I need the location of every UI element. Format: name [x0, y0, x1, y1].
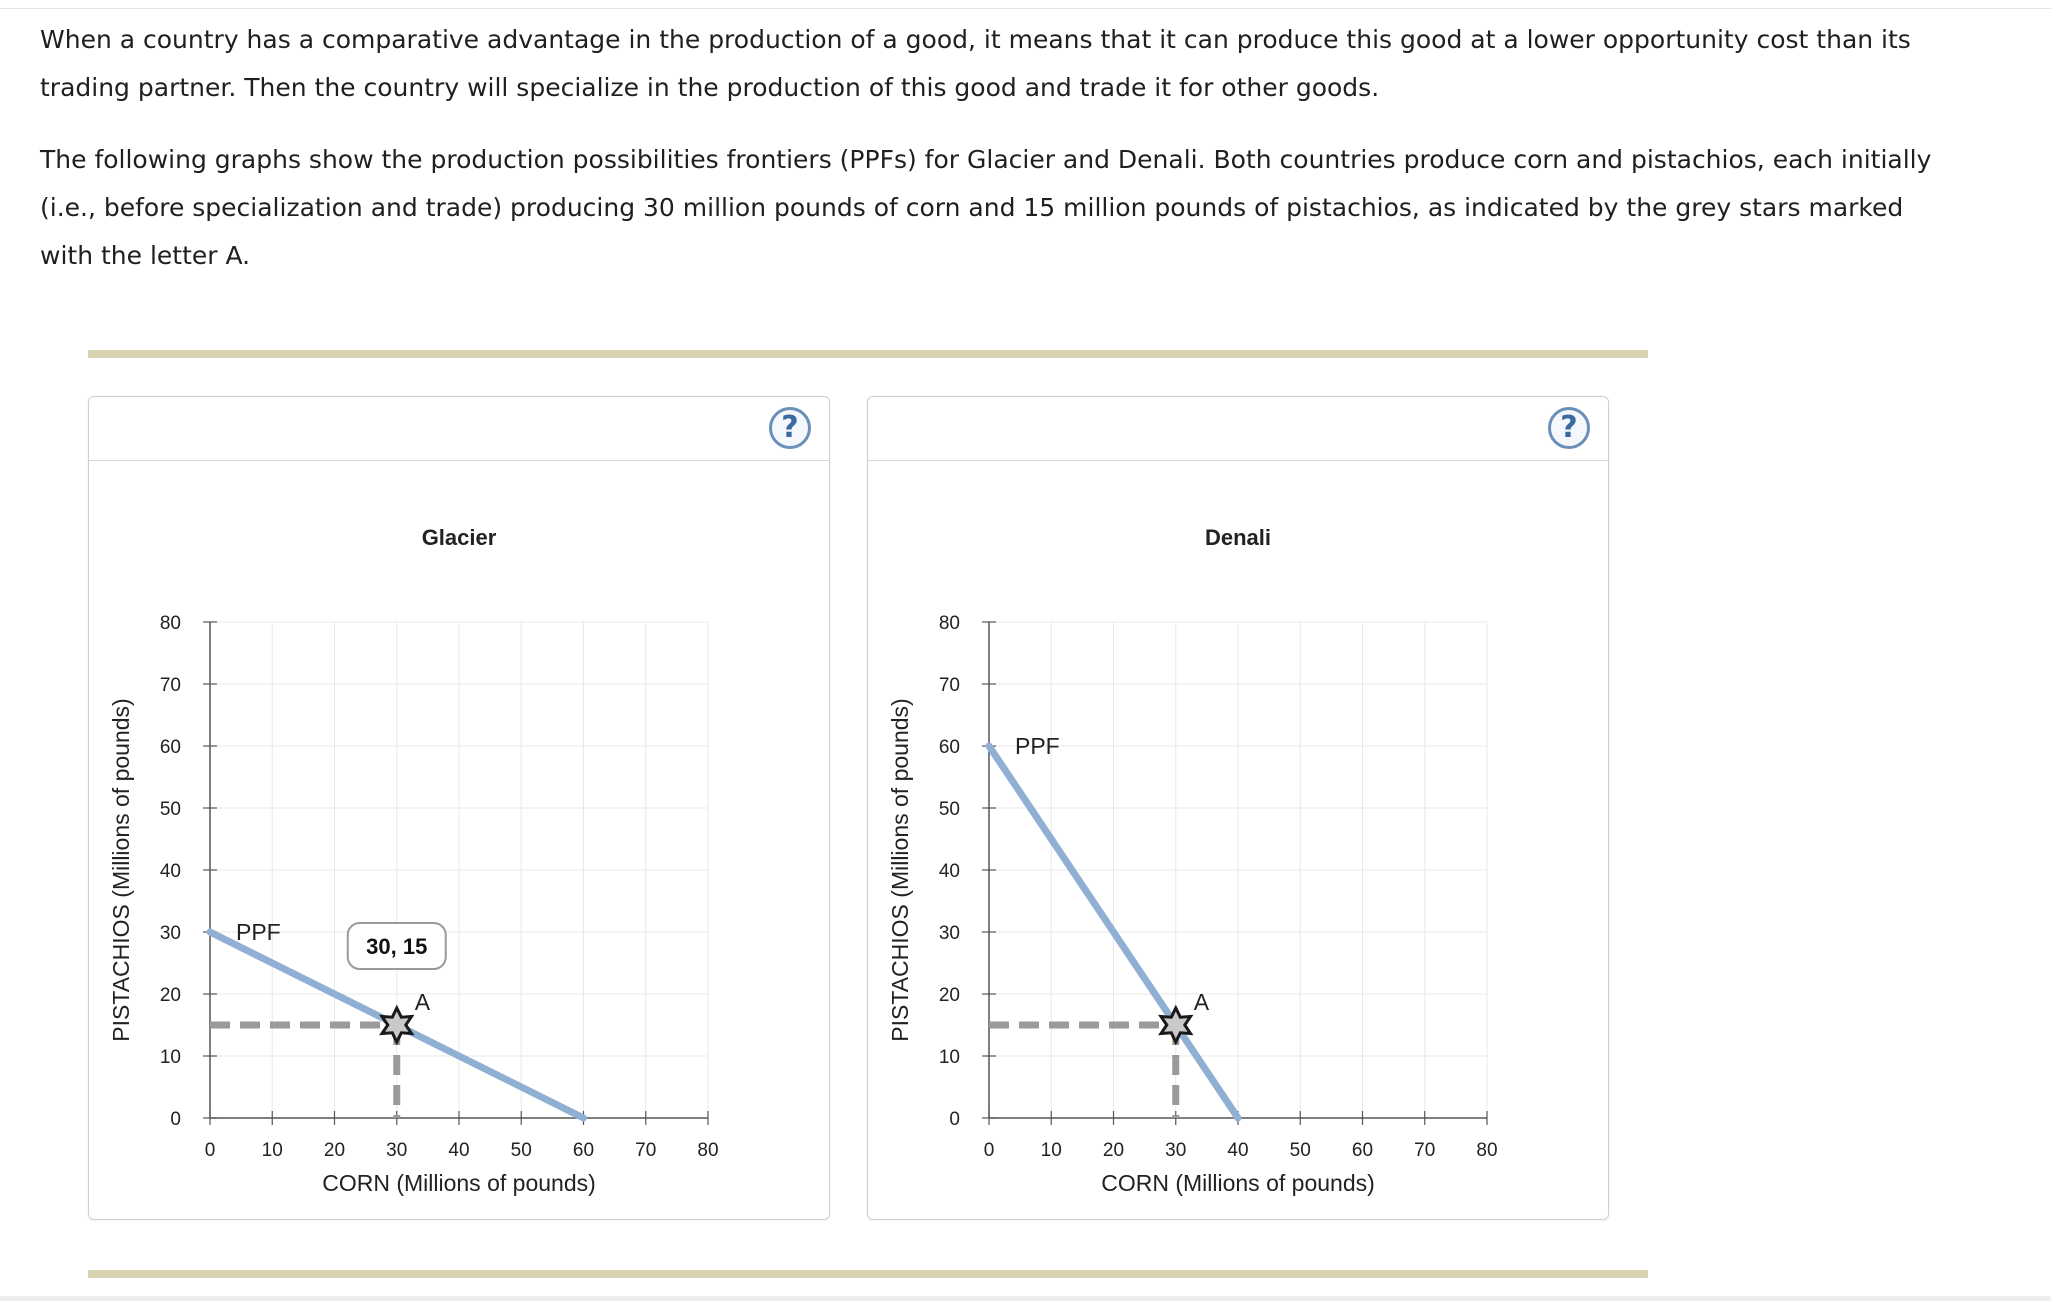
x-tick-label: 40 — [1227, 1140, 1249, 1161]
y-tick-label: 50 — [159, 799, 181, 820]
bottom-divider — [88, 1270, 1648, 1278]
ppf-label: PPF — [236, 919, 281, 945]
x-tick-label: 0 — [204, 1140, 216, 1161]
x-tick-label: 70 — [1414, 1140, 1436, 1161]
x-tick-label: 30 — [1165, 1140, 1187, 1161]
intro-paragraph-1: When a country has a comparative advantage in the production of a good, it means that it can produce this good at a lower opportunity cost than its trading partner. Then the country will specialize in the production of this good and trade it for other goods. — [40, 25, 1911, 102]
y-tick-label: 80 — [159, 613, 181, 634]
denali-graph-panel — [867, 396, 1609, 1220]
y-tick-label: 0 — [170, 1109, 181, 1130]
x-tick-label: 60 — [1351, 1140, 1374, 1161]
x-axis-label: CORN (Millions of pounds) — [1101, 1170, 1375, 1196]
y-tick-label: 30 — [159, 923, 181, 944]
y-tick-label: 20 — [159, 985, 181, 1006]
x-tick-label: 80 — [697, 1140, 719, 1161]
denali-chart[interactable] — [868, 461, 1608, 1218]
x-tick-label: 60 — [572, 1140, 595, 1161]
x-tick-label: 50 — [1289, 1140, 1311, 1161]
point-a-label: A — [1193, 989, 1210, 1015]
x-tick-label: 10 — [261, 1140, 283, 1161]
x-tick-label: 40 — [448, 1140, 470, 1161]
y-tick-label: 60 — [159, 737, 181, 758]
y-tick-label: 70 — [159, 675, 181, 696]
top-border — [0, 0, 2051, 9]
panel-header — [868, 397, 1608, 461]
x-tick-label: 70 — [635, 1140, 657, 1161]
bottom-strip — [0, 1296, 2051, 1301]
y-axis-label: PISTACHIOS (Millions of pounds) — [887, 698, 913, 1042]
y-tick-label: 30 — [938, 923, 960, 944]
y-tick-label: 10 — [159, 1047, 181, 1068]
glacier-graph-panel — [88, 396, 830, 1220]
y-tick-label: 0 — [949, 1109, 960, 1130]
y-tick-label: 40 — [159, 861, 181, 882]
glacier-chart[interactable] — [89, 461, 829, 1218]
y-axis-label: PISTACHIOS (Millions of pounds) — [108, 698, 134, 1042]
intro-paragraph-2: The following graphs show the production possibilities frontiers (PPFs) for Glacier and Denali. Both countries produce corn and pistachios, each initially (i.e., before specialization and trade) producing 30 million pounds of corn and 15 million pounds of pistachios, as indicated by the grey stars marked with the letter A. — [40, 145, 1932, 270]
x-tick-label: 0 — [983, 1140, 995, 1161]
point-a-tooltip — [348, 923, 446, 969]
x-tick-label: 50 — [510, 1140, 532, 1161]
x-axis-label: CORN (Millions of pounds) — [322, 1170, 596, 1196]
y-tick-label: 60 — [938, 737, 960, 758]
y-tick-label: 10 — [938, 1047, 960, 1068]
x-tick-label: 10 — [1040, 1140, 1062, 1161]
x-tick-label: 20 — [323, 1140, 346, 1161]
help-icon[interactable]: ? — [769, 407, 811, 449]
chart-title: Glacier — [421, 525, 497, 550]
y-tick-label: 50 — [938, 799, 960, 820]
x-tick-label: 80 — [1476, 1140, 1498, 1161]
intro-text — [40, 16, 1940, 304]
y-tick-label: 80 — [938, 613, 960, 634]
x-tick-label: 30 — [386, 1140, 408, 1161]
tooltip-text: 30, 15 — [366, 934, 428, 959]
chart-title: Denali — [1204, 525, 1272, 550]
x-tick-label: 20 — [1102, 1140, 1125, 1161]
y-tick-label: 20 — [938, 985, 960, 1006]
ppf-label: PPF — [1015, 733, 1060, 759]
y-tick-label: 40 — [938, 861, 960, 882]
y-tick-label: 70 — [938, 675, 960, 696]
help-icon[interactable]: ? — [1548, 407, 1590, 449]
point-a-star-icon — [382, 1008, 412, 1042]
panel-header — [89, 397, 829, 461]
point-a-label: A — [414, 989, 431, 1015]
top-divider — [88, 350, 1648, 358]
